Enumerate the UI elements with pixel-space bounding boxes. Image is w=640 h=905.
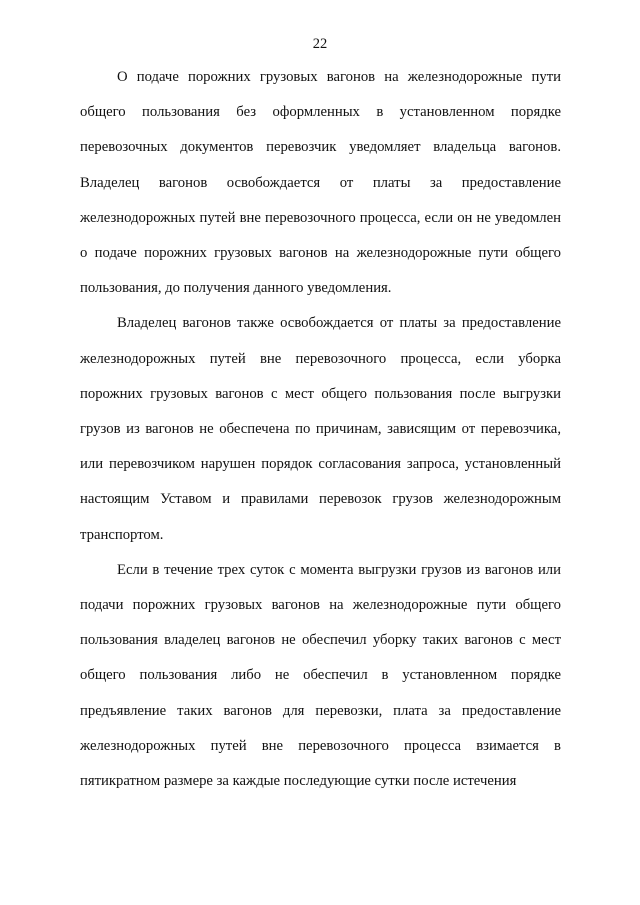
paragraph-2: Владелец вагонов также освобождается от платы за предоставление железнодорожных путей вне перевозочного процесса, если уборка порожних грузовых вагонов с мест общего пользования после выгрузки грузов из вагонов не обеспечена по причинам, зависящим от перевозчика, или перевозчиком нарушен порядок согласования запроса, установленный настоящим Уставом и правилами перевозок грузов железнодорожным транспортом. xyxy=(80,315,561,543)
paragraph-3: Если в течение трех суток с момента выгрузки грузов из вагонов или подачи порожних грузовых вагонов на железнодорожные пути общего пользования владелец вагонов не обеспечил уборку таких вагонов с мест общего пользования либо не обеспечил в установленном порядке предъявление таких вагонов для перевозки, плата за предоставление железнодорожных путей вне перевозочного процесса взимается в пятикратном размере за каждые последующие сутки после истечения xyxy=(80,561,561,790)
paragraph-1: О подаче порожних грузовых вагонов на железнодорожные пути общего пользования без оформленных в установленном порядке перевозочных документов перевозчик уведомляет владельца вагонов. Владелец вагонов освобождается от платы за предоставление железнодорожных путей вне перевозочного процесса, если он не уведомлен о подаче порожних грузовых вагонов на железнодорожные пути общего пользования, до получения данного уведомления. xyxy=(80,69,561,297)
body-text xyxy=(80,60,561,799)
page-number: 22 xyxy=(312,36,328,52)
